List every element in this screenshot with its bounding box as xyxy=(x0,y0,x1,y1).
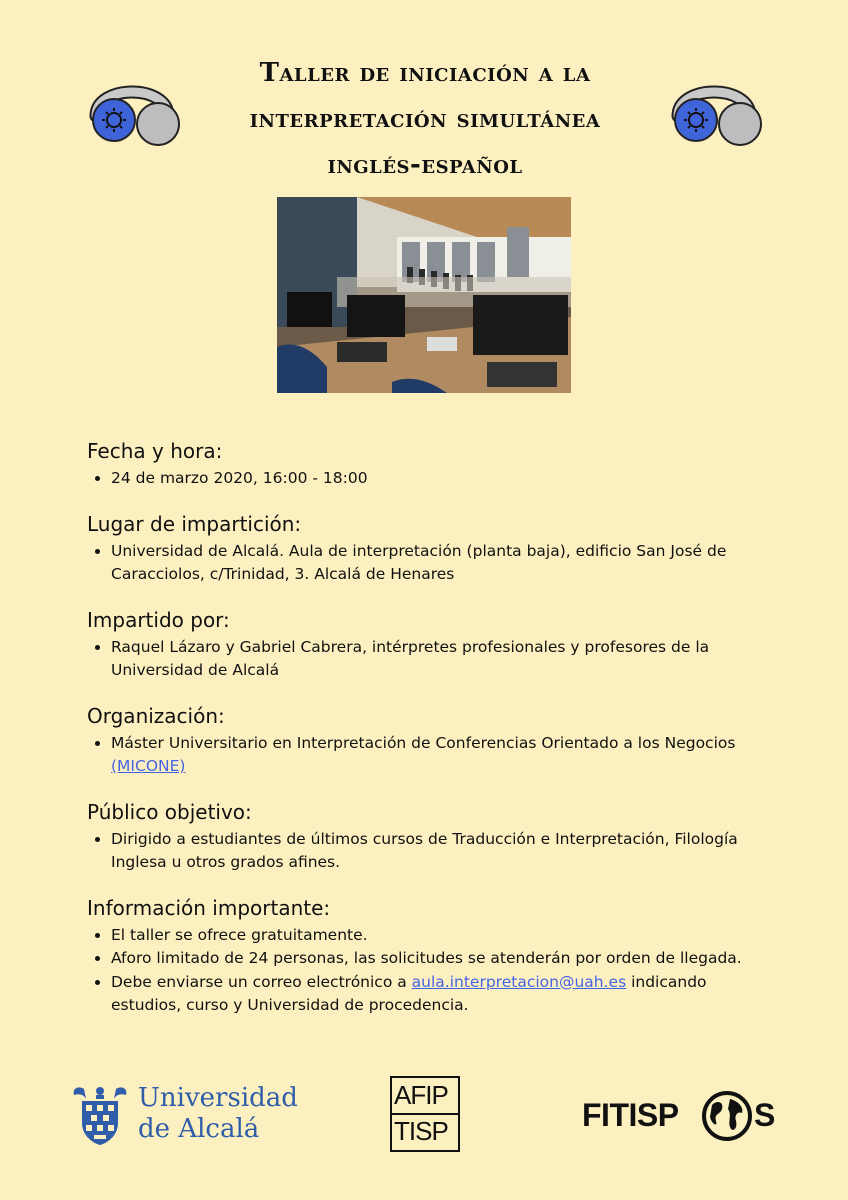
section-fecha xyxy=(87,437,767,491)
event-details xyxy=(87,437,767,1037)
section-heading: Impartido por: xyxy=(87,607,230,632)
interpretation-room-photo xyxy=(277,197,571,393)
fitispos-text: FITISP xyxy=(582,1097,679,1133)
uah-logo xyxy=(70,1083,298,1153)
email-item-before: Debe enviarse un correo electrónico a xyxy=(111,972,412,991)
list-item: • Raquel Lázaro y Gabriel Cabrera, intérpretes profesionales y profesores de la Universidad de Alcalá xyxy=(111,636,767,683)
section-informacion xyxy=(87,894,767,1018)
section-impartido xyxy=(87,606,767,683)
list-item: • Aforo limitado de 24 personas, las solicitudes se atenderán por orden de llegada. xyxy=(111,947,767,971)
list-item: • 24 de marzo 2020, 16:00 - 18:00 xyxy=(111,467,767,491)
email-item-after: indicando estudios, curso y Universidad de procedencia. xyxy=(111,972,707,1014)
section-organizacion xyxy=(87,702,767,779)
globe-icon xyxy=(702,1091,752,1141)
uah-name-line-2: de Alcalá xyxy=(138,1114,260,1144)
section-heading: Organización: xyxy=(87,703,225,728)
email-link[interactable]: aula.interpretacion@uah.es xyxy=(411,972,627,991)
list-item: • El taller se ofrece gratuitamente. xyxy=(111,924,767,948)
tisp-text: TISP xyxy=(394,1116,448,1146)
section-heading: Lugar de impartición: xyxy=(87,511,302,536)
list-item: • Dirigido a estudiantes de últimos cursos de Traducción e Interpretación, Filología Inglesa u otros grados afines. xyxy=(111,828,767,875)
title-line-3: inglés-español xyxy=(327,150,523,180)
headphones-icon xyxy=(82,72,182,152)
afip-text: AFIP xyxy=(394,1080,448,1110)
list-item xyxy=(111,732,767,779)
uah-name-line-1: Universidad xyxy=(138,1083,298,1113)
list-item: • Universidad de Alcalá. Aula de interpretación (planta baja), edificio San José de Caracciolos, c/Trinidad, 3. Alcalá de Henares xyxy=(111,540,767,587)
fitispos-text-end: S xyxy=(754,1097,776,1133)
section-lugar xyxy=(87,510,767,587)
list-item xyxy=(111,971,767,1018)
uah-crest-icon xyxy=(70,1083,130,1147)
section-heading: Fecha y hora: xyxy=(87,439,223,463)
footer-logos xyxy=(0,1075,848,1155)
section-heading: Información importante: xyxy=(87,895,331,920)
fitispos-logo xyxy=(582,1085,788,1147)
organization-text: Máster Universitario en Interpretación de Conferencias Orientado a los Negocios xyxy=(111,733,736,752)
section-heading: Público objetivo: xyxy=(87,799,252,824)
uah-name xyxy=(138,1083,298,1145)
micone-link[interactable]: (MICONE) xyxy=(111,757,186,775)
section-publico xyxy=(87,798,767,875)
afiptisp-logo xyxy=(390,1076,458,1150)
title-line-1: Taller de iniciación a la xyxy=(259,58,591,88)
title-line-2: interpretación simultánea xyxy=(249,104,601,134)
poster-title xyxy=(200,50,650,188)
headphones-icon xyxy=(664,72,764,152)
